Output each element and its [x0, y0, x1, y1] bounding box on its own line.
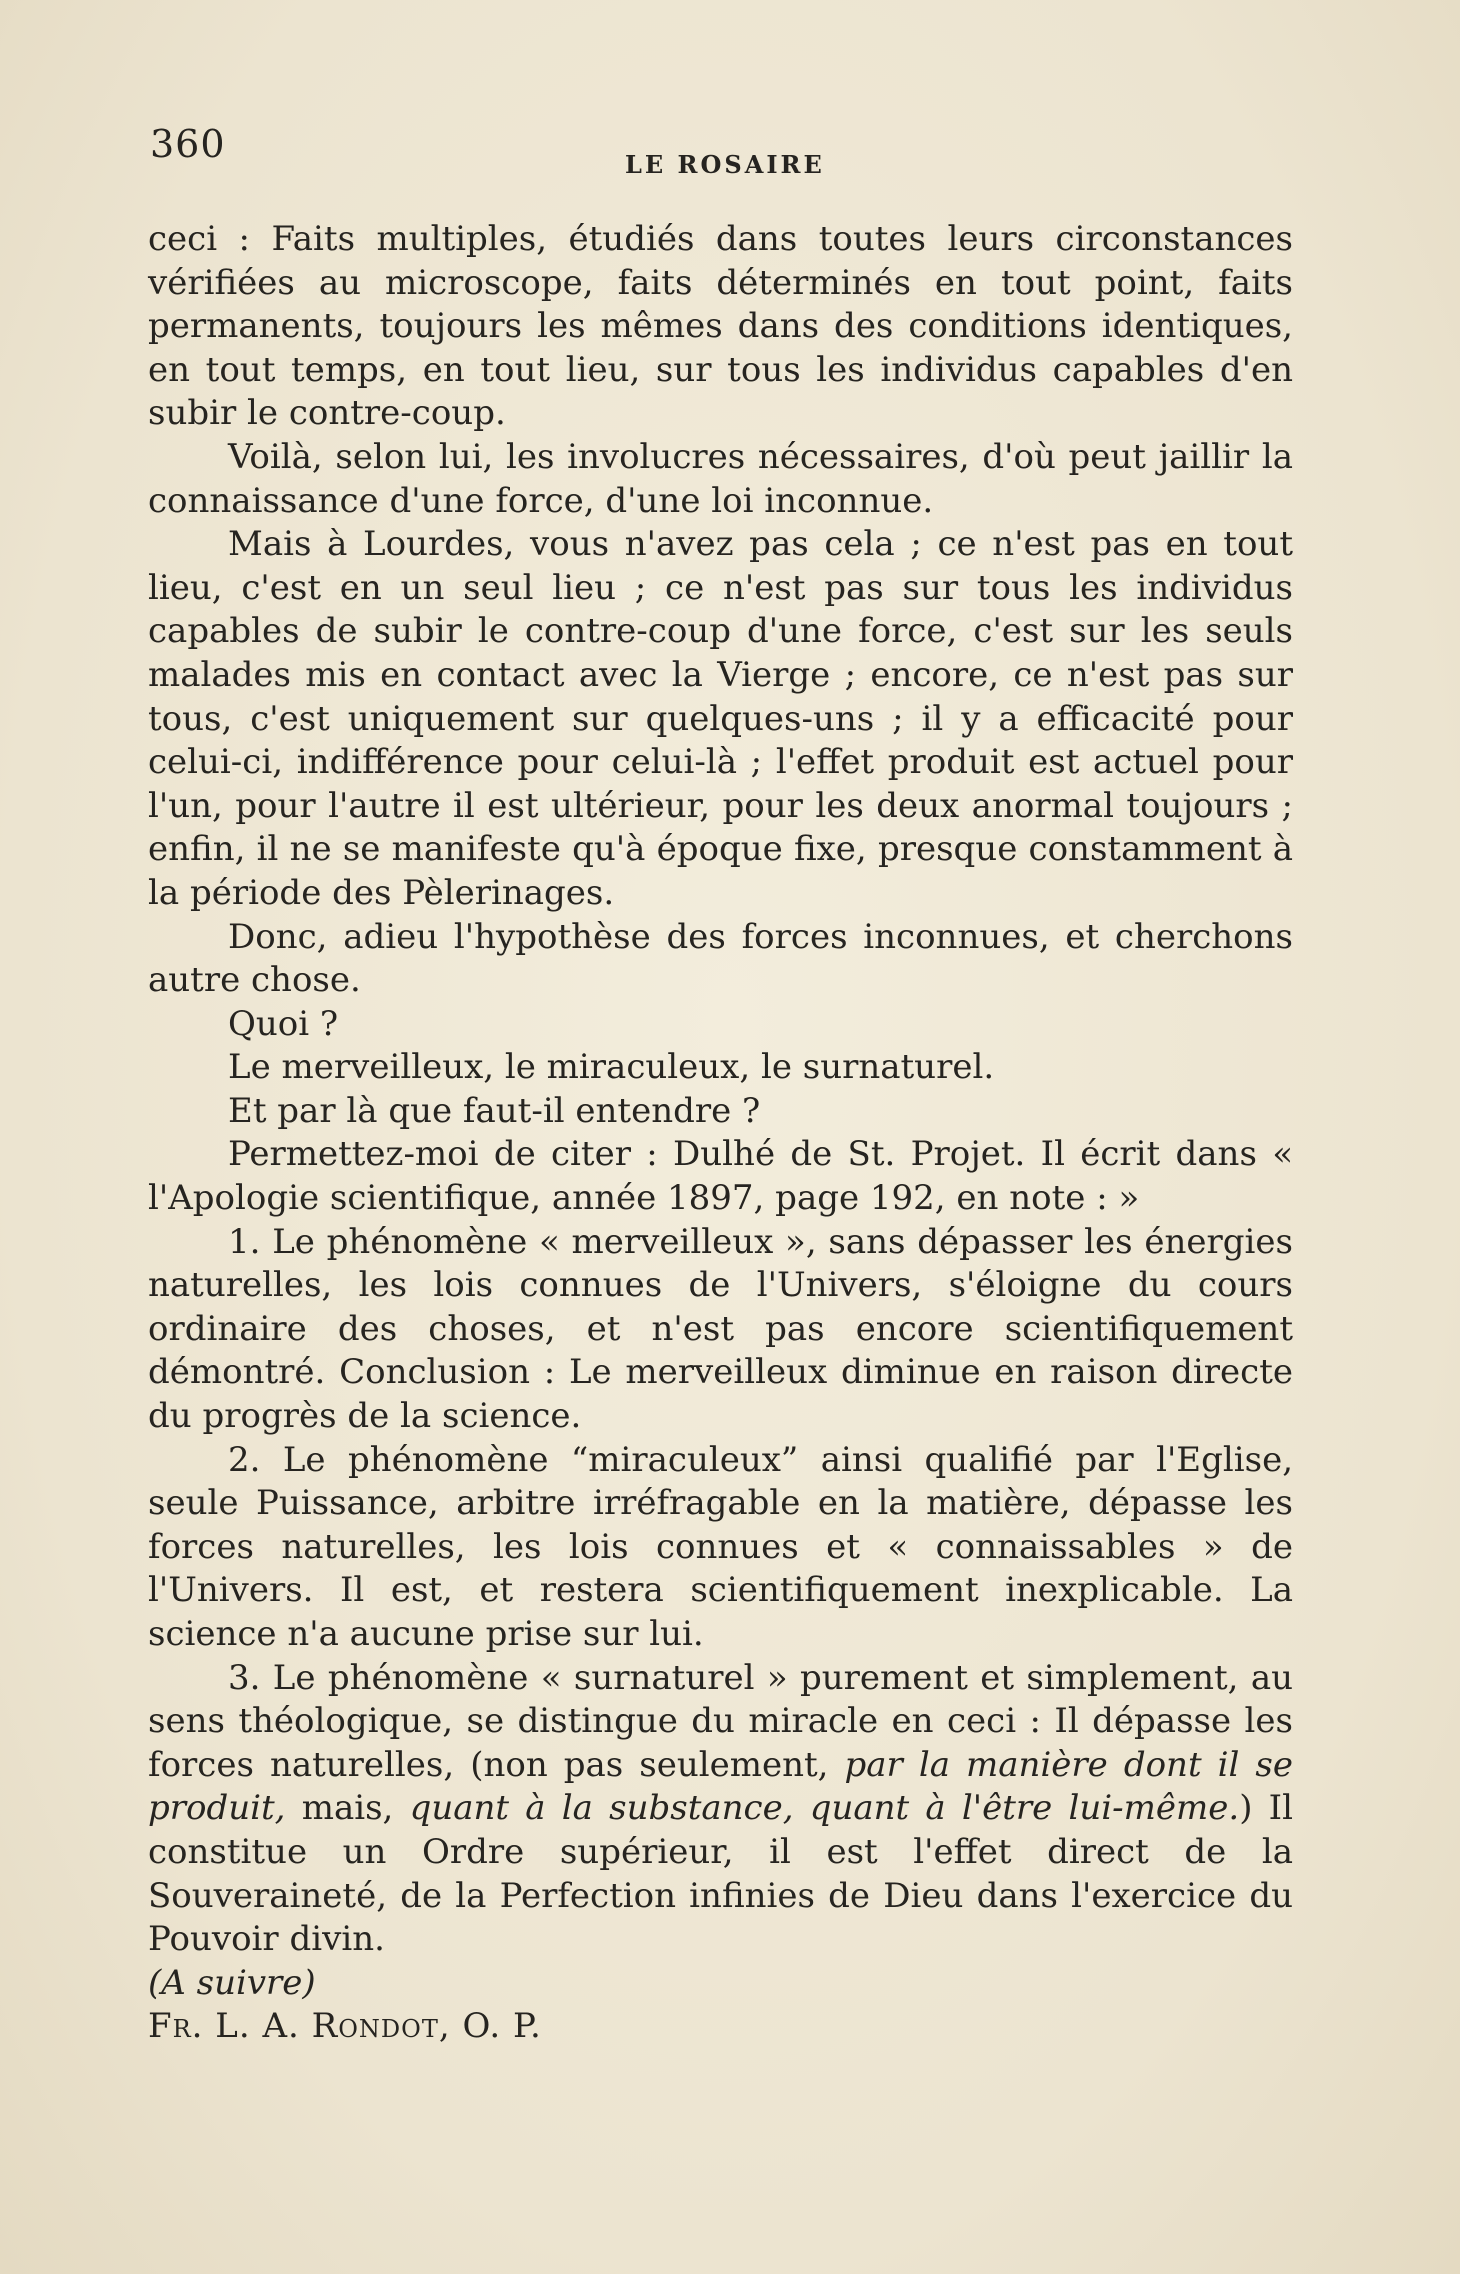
paragraph-11-italic-1: par la manière dont il se produit, [148, 1744, 1293, 1829]
page-number: 360 [150, 122, 226, 166]
paragraph-11-part-3: ) Il constitue un Ordre supérieur, il est l'effet direct de la Souveraineté, de la Perfection infinies de Dieu dans l'exercice du Pouvoir divin. [148, 1788, 1293, 1960]
author-signature: Fr. L. A. Rondot, O. P. [148, 2006, 542, 2047]
to-be-continued: (A suivre) [148, 1962, 316, 2003]
body-text [148, 218, 1293, 2049]
running-title: LE ROSAIRE [625, 150, 825, 179]
paragraph-1: ceci : Faits multiples, étudiés dans toutes leurs circonstances vérifiées au microscope, faits déterminés en tout point, faits permanents, toujours les mêmes dans des conditions identiques, en tout temps, en tout lieu, sur tous les individus capables d'en subir le contre-coup. [148, 219, 1293, 434]
paragraph-11 [148, 1657, 1293, 1962]
paragraph-11-part-1: 3. Le phénomène « surnaturel » purement et simplement, au sens théologique, se distingue du miracle en ceci : Il dépasse les forces naturelles, (non pas seulement, [148, 1657, 1293, 1785]
paragraph-9: 1. Le phénomène « merveilleux », sans dépasser les énergies naturelles, les lois connues de l'Univers, s'éloigne du cours ordinaire des choses, et n'est pas encore scientifiquement démontré. Conclusion : Le merveilleux diminue en raison directe du progrès de la science. [148, 1221, 1293, 1437]
paragraph-6: Le merveilleux, le miraculeux, le surnaturel. [228, 1047, 995, 1088]
paragraph-7: Et par là que faut-il entendre ? [228, 1090, 761, 1131]
paragraph-8: Permettez-moi de citer : Dulhé de St. Projet. Il écrit dans « l'Apologie scientifique, année 1897, page 192, en note : » [148, 1134, 1293, 1219]
paragraph-4: Donc, adieu l'hypothèse des forces inconnues, et cherchons autre chose. [148, 916, 1293, 1001]
paragraph-11-part-2: mais, [285, 1788, 410, 1829]
paragraph-5: Quoi ? [228, 1003, 339, 1044]
paragraph-10: 2. Le phénomène “miraculeux” ainsi qualifié par l'Eglise, seule Puissance, arbitre irréfragable en la matière, dépasse les forces naturelles, les lois connues et « connaissables » de l'Univers. Il est, et restera scientifiquement inexplicable. La science n'a aucune prise sur lui. [148, 1439, 1293, 1654]
paragraph-11-italic-2: quant à la substance, quant à l'être lui-même. [409, 1788, 1240, 1829]
paragraph-3: Mais à Lourdes, vous n'avez pas cela ; ce n'est pas en tout lieu, c'est en un seul lieu ; ce n'est pas sur tous les individus capables de subir le contre-coup d'une force, c'est sur les seuls malades mis en contact avec la Vierge ; encore, ce n'est pas sur tous, c'est uniquement sur quelques-uns ; il y a efficacité pour celui-ci, indifférence pour celui-là ; l'effet produit est actuel pour l'un, pour l'autre il est ultérieur, pour les deux anormal toujours ; enfin, il ne se manifeste qu'à époque fixe, presque constamment à la période des Pèlerinages. [148, 524, 1293, 913]
paragraph-2: Voilà, selon lui, les involucres nécessaires, d'où peut jaillir la connaissance d'une force, d'une loi inconnue. [148, 436, 1293, 521]
